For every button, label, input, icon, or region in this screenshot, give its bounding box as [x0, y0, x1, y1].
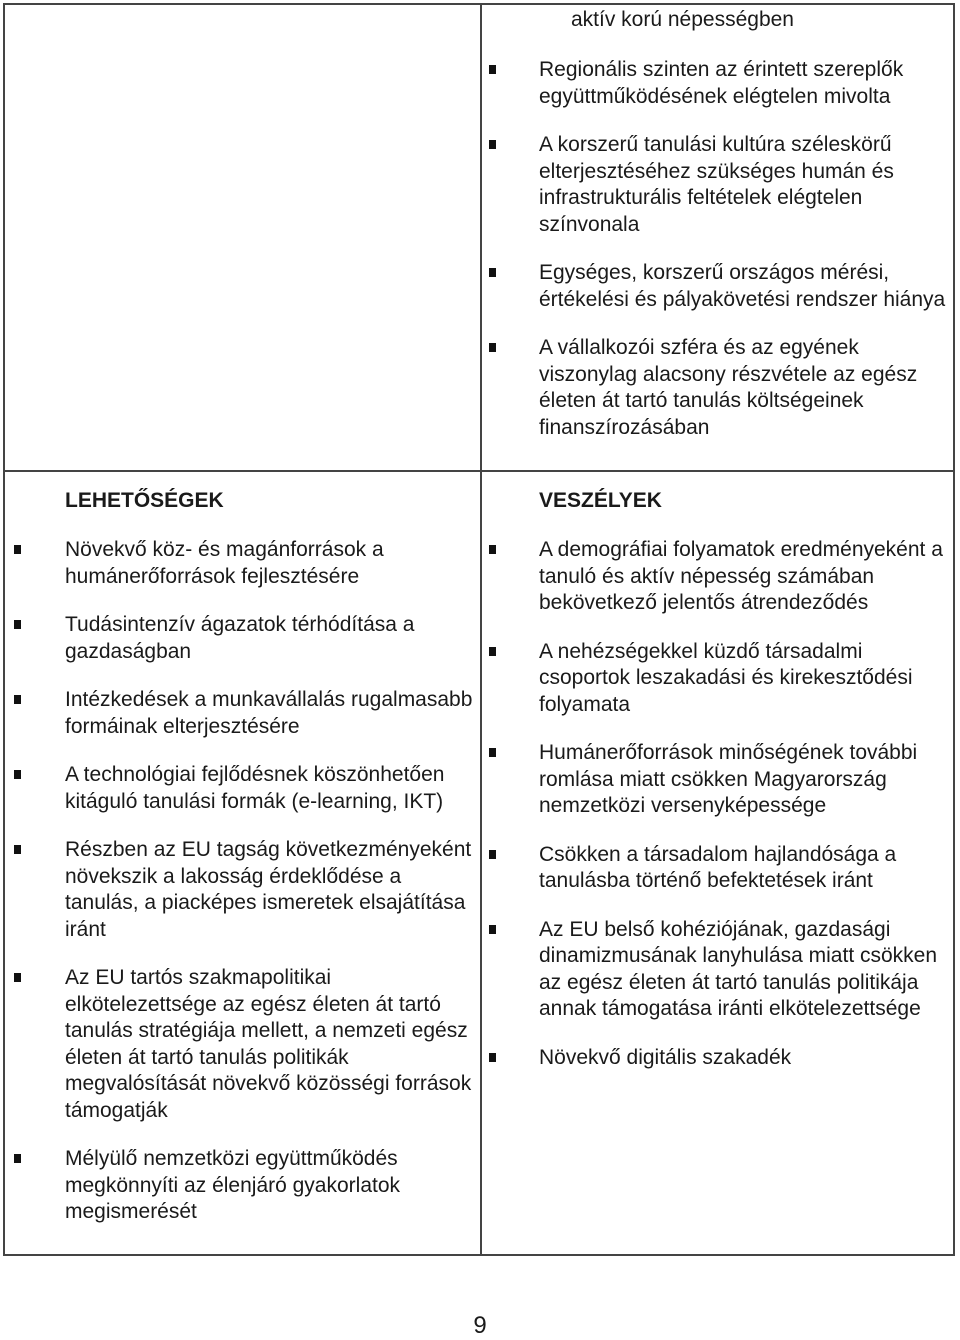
column-divider [480, 5, 482, 1254]
list-item: A korszerű tanulási kultúra széleskörű elterjesztéséhez szükséges humán és infrastrukturális feltételek elégtelen színvonala [485, 132, 955, 238]
page-number: 9 [473, 1312, 487, 1339]
opportunities-cell [5, 474, 477, 1248]
list-item: Regionális szinten az érintett szereplők együttműködésének elégtelen mivolta [485, 57, 955, 110]
weaknesses-list [485, 57, 955, 441]
list-item: Részben az EU tagság következményeként növekszik a lakosság érdeklődése a tanulás, a piacképes ismeretek elsajátítása iránt [5, 837, 477, 943]
square-bullet-icon [489, 140, 496, 149]
opportunities-list [5, 537, 477, 1226]
list-item: A vállalkozói szféra és az egyének viszonylag alacsony részvétele az egész életen át tartó tanulás költségeinek finanszírozásában [485, 335, 955, 441]
list-item: Tudásintenzív ágazatok térhódítása a gazdaságban [5, 612, 477, 665]
list-item: Intézkedések a munkavállalás rugalmasabb formáinak elterjesztésére [5, 687, 477, 740]
square-bullet-icon [489, 748, 496, 757]
list-item: Humánerőforrások minőségének további romlása miatt csökken Magyarország nemzetközi versenyképessége [485, 740, 955, 820]
list-item: Az EU belső kohéziójának, gazdasági dinamizmusának lanyhulása miatt csökken az egész életen át tartó tanulás politikája annak támogatása iránti elkötelezettsége [485, 917, 955, 1023]
square-bullet-icon [489, 545, 496, 554]
square-bullet-icon [489, 925, 496, 934]
square-bullet-icon [489, 343, 496, 352]
list-item: Az EU tartós szakmapolitikai elkötelezettsége az egész életen át tartó tanulás stratégiája mellett, a nemzeti egész életen át tartó tanulás politikák megvalósítását növekvő közösségi források támogatják [5, 965, 477, 1124]
list-item: A nehézségekkel küzdő társadalmi csoportok leszakadási és kirekesztődési folyamata [485, 639, 955, 719]
list-item: A technológiai fejlődésnek köszönhetően kitáguló tanulási formák (e-learning, IKT) [5, 762, 477, 815]
square-bullet-icon [14, 1154, 21, 1163]
weaknesses-cell-continued [485, 5, 955, 463]
list-item: Mélyülő nemzetközi együttműködés megkönnyíti az élenjáró gyakorlatok megismerését [5, 1146, 477, 1226]
square-bullet-icon [14, 770, 21, 779]
square-bullet-icon [489, 850, 496, 859]
list-item: Csökken a társadalom hajlandósága a tanulásba történő befektetések iránt [485, 842, 955, 895]
opportunities-heading: LEHETŐSÉGEK [65, 489, 224, 512]
row-divider [5, 470, 953, 472]
list-item: Növekvő digitális szakadék [485, 1045, 955, 1072]
square-bullet-icon [14, 620, 21, 629]
square-bullet-icon [489, 268, 496, 277]
threats-heading: VESZÉLYEK [539, 489, 662, 512]
square-bullet-icon [489, 65, 496, 74]
square-bullet-icon [14, 845, 21, 854]
square-bullet-icon [14, 545, 21, 554]
square-bullet-icon [14, 695, 21, 704]
list-item: Egységes, korszerű országos mérési, értékelési és pályakövetési rendszer hiánya [485, 260, 955, 313]
list-item: Növekvő köz- és magánforrások a humánerőforrások fejlesztésére [5, 537, 477, 590]
square-bullet-icon [489, 647, 496, 656]
square-bullet-icon [489, 1053, 496, 1062]
square-bullet-icon [14, 973, 21, 982]
threats-list [485, 537, 955, 1071]
swot-table [3, 3, 955, 1256]
continuation-text: aktív korú népességben [571, 8, 794, 31]
list-item: A demográfiai folyamatok eredményeként a tanuló és aktív népesség számában bekövetkező jelentős átrendeződés [485, 537, 955, 617]
threats-cell [485, 474, 955, 1093]
